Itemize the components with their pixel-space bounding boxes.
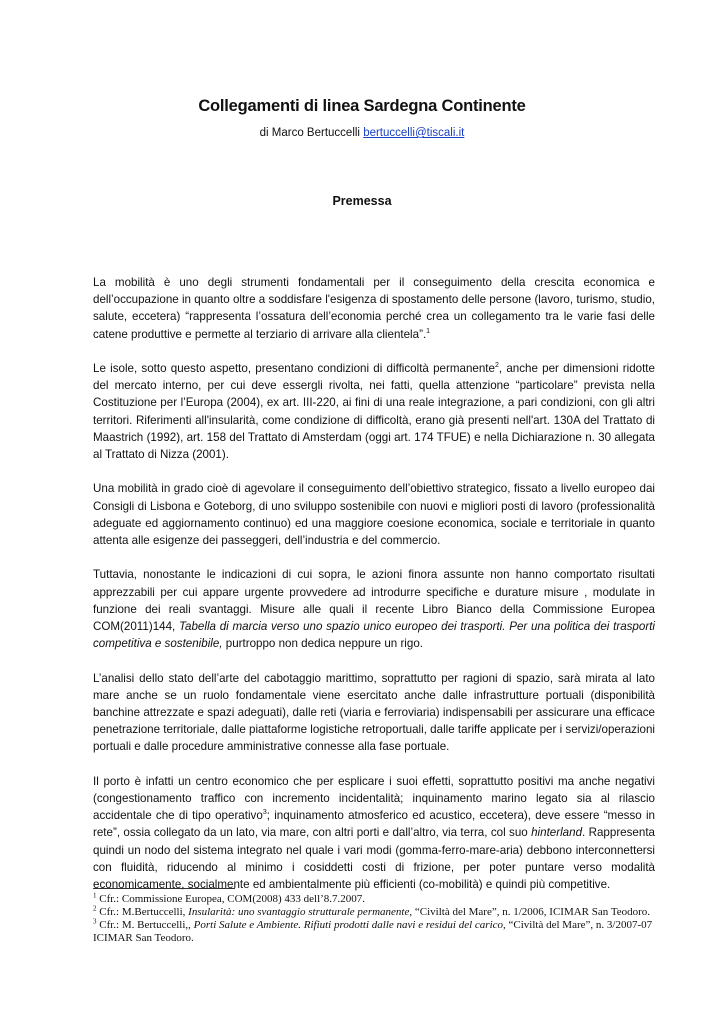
footnote-2-italic: Insularità: uno svantaggio strutturale permanente, [188, 906, 413, 918]
paragraph-2-text-a: Le isole, sotto questo aspetto, presentano condizioni di difficoltà permanente [93, 362, 495, 375]
paragraph-1 [93, 274, 655, 343]
footnote-3 [93, 919, 655, 945]
footnote-2-number: 2 [93, 904, 97, 913]
author-email-link[interactable]: bertuccelli@tiscali.it [363, 127, 465, 139]
footnote-separator [93, 888, 235, 889]
footnote-ref-2[interactable]: 2 [494, 362, 499, 370]
footnotes [93, 893, 655, 945]
footnote-3-number: 3 [93, 917, 97, 926]
paragraph-6-italic-term: hinterland [531, 826, 583, 840]
footnote-1-text: Cfr.: Commissione Europea, COM(2008) 433 dell’8.7.2007. [96, 893, 366, 905]
footnote-2-text-a: Cfr.: M.Bertuccelli, [96, 906, 189, 918]
paragraph-4-text-a: Tuttavia, nonostante le indicazioni di cui sopra, le azioni finora assunte non hanno comportato risultati apprezzabili per cui appare urgente provvedere ad introdurre specifiche e durature misure , modulate in funzione dei reali svantaggi. Misure alle quali il recente Libro Bianco della Commissione Europea COM(2011)144, [93, 568, 655, 634]
footnote-2-text-b: “Civiltà del Mare”, n. 1/2006, ICIMAR San Teodoro. [412, 906, 651, 918]
footnote-3-text-a: Cfr.: M. Bertuccelli,, [96, 919, 194, 931]
paragraph-6-text-c: . Rappresenta quindi un nodo del sistema integrato nel quale i vari modi (gomma-ferro-mare-aria) debbono interconnettersi con fluidità, riducendo al minimo i cosiddetti costi di frizione, per poter puntare verso modalità economicamente, socialmente ed ambientalmente più efficienti (co-mobilità) e quindi più competitive. [93, 826, 655, 892]
paragraph-1-text: La mobilità è uno degli strumenti fondamentali per il conseguimento della crescita economica e dell’occupazione in quanto oltre a soddisfare l'esigenza di spostamento delle persone (lavoro, turismo, studio, salute, eccetera) “rappresenta l’ossatura dell’economia perché crea un collegamento tra le varie fasi delle catene produttive e permette al terziario di arrivare alla clientela”. [93, 276, 655, 341]
footnote-ref-1[interactable]: 1 [426, 327, 431, 335]
footnote-2 [93, 906, 655, 919]
paragraph-3 [93, 480, 655, 549]
paragraph-4-text-b: purtroppo non dedica neppure un rigo. [222, 637, 423, 651]
author-name: di Marco Bertuccelli [259, 127, 360, 139]
paragraph-4-italic-title: Tabella di marcia verso uno spazio unico europeo dei trasporti. Per una politica dei trasporti competitiva e sostenibile, [93, 620, 655, 651]
footnote-3-italic: Porti Salute e Ambiente. Rifiuti prodotti dalle navi e residui del carico, [193, 919, 506, 931]
paragraph-6-text-b: ; inquinamento atmosferico ed acustico, eccetera), deve essere “messo in rete”, ossia collegato da un lato, via mare, con altri porti e dall’altro, via terra, col suo [93, 809, 655, 840]
document-title: Collegamenti di linea Sardegna Continente [198, 97, 526, 115]
byline [0, 127, 724, 139]
section-title: Premessa [332, 194, 392, 208]
paragraph-2 [93, 360, 655, 463]
footnote-3-text-b: “Civiltà del Mare”, n. 3/2007-07 ICIMAR San Teodoro. [93, 919, 653, 944]
paragraph-6 [93, 773, 655, 893]
footnote-ref-3[interactable]: 3 [262, 809, 267, 817]
paragraph-3-text: Una mobilità in grado cioè di agevolare il conseguimento dell’obiettivo strategico, fissato a livello europeo dai Consigli di Lisbona e Goteborg, di uno sviluppo sostenibile con nuovi e migliori posti di lavoro (professionalità adeguate ed aggiornamento continuo) ed una maggiore coesione economica, sociale e territoriale in quanto attenta alle esigenze dei passeggeri, dell’industria e del commercio. [93, 482, 655, 548]
paragraph-5-text: L’analisi dello stato dell’arte del cabotaggio marittimo, soprattutto per ragioni di spazio, sarà mirata al lato mare anche se un ruolo fondamentale viene esercitato anche dalle infrastrutture portuali (disponibilità banchine attrezzate e spazi adeguati), dalle reti (viaria e ferroviaria) indispensabili per assicurare una efficace penetrazione territoriale, dalle piattaforme logistiche retroportuali, dalle tariffe applicate per i servizi/operazioni portuali e dalle procedure amministrative connesse alla fase portuale. [93, 671, 655, 754]
paragraph-4 [93, 566, 655, 652]
paragraph-6-text-a: Il porto è infatti un centro economico che per esplicare i suoi effetti, soprattutto positivi ma anche negativi (congestionamento traffico con incremento incidentalità; inquinamento marino legato sia al rilascio accidentale che di tipo operativo [93, 774, 655, 823]
paragraph-5 [93, 670, 655, 756]
paragraph-2-text-b: , anche per dimensioni ridotte del mercato interno, per cui deve essergli rivolta, nei fatti, quella attenzione “particolare” prevista nella Costituzione per l’Europa (2004), ex art. III-220, ai fini di una reale integrazione, a pari condizioni, con gli altri territori. Riferimenti all'insularità, come condizione di difficoltà, erano già presenti nell'art. 130A del Trattato di Maastrich (1992), art. 158 del Trattato di Amsterdam (oggi art. 174 TFUE) e nella Dichiarazione n. 30 allegata al Trattato di Nizza (2001). [93, 362, 655, 462]
footnote-1 [93, 893, 655, 906]
footnote-1-number: 1 [93, 891, 97, 900]
